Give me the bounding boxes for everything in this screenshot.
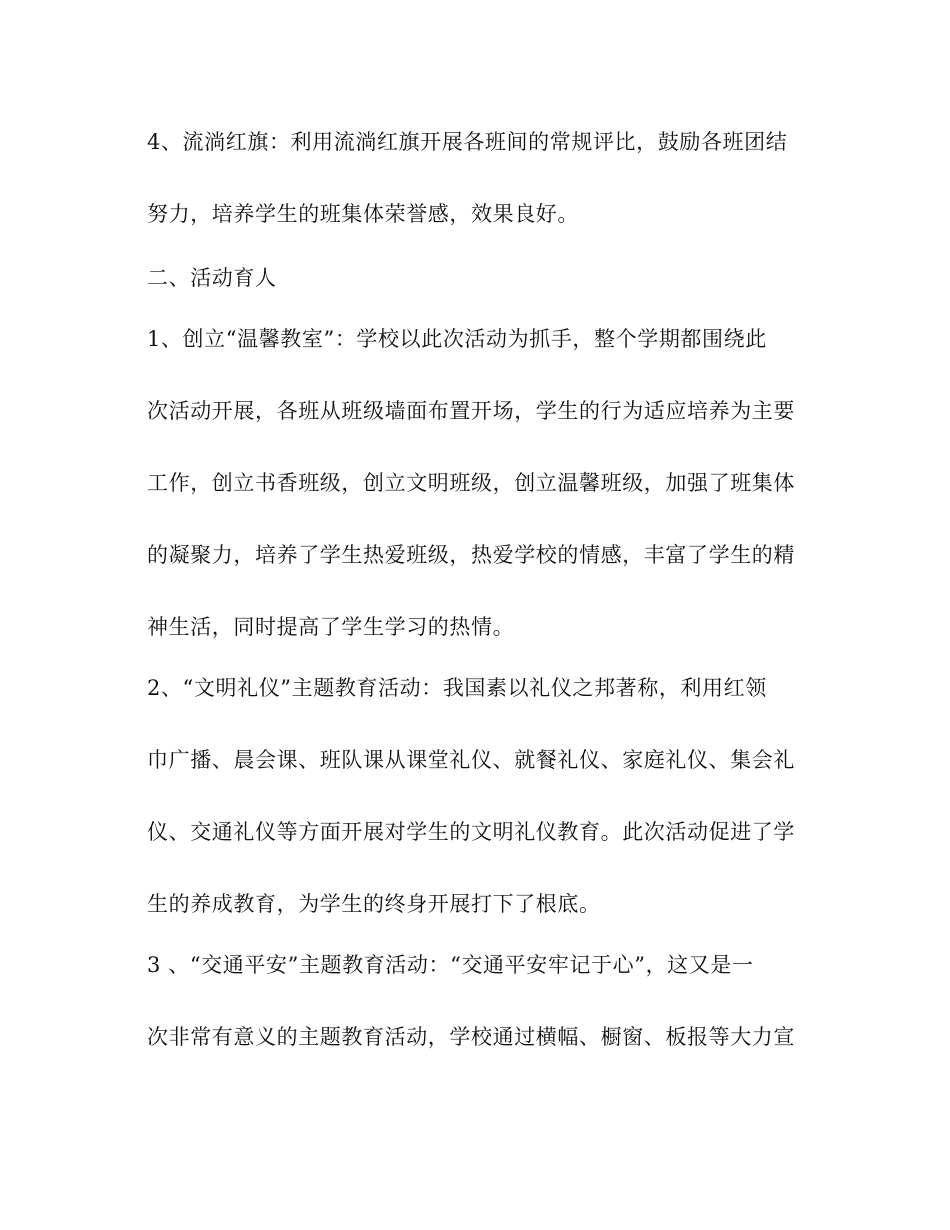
text-line-1: 4、流淌红旗：利用流淌红旗开展各班间的常规评比，鼓励各班团结	[147, 130, 788, 154]
text-line-7: 的凝聚力，培养了学生热爱班级，热爱学校的情感，丰富了学生的精	[147, 543, 795, 567]
text-line-10: 巾广播、晨会课、班队课从课堂礼仪、就餐礼仪、家庭礼仪、集会礼	[147, 748, 795, 772]
text-line-14: 次非常有意义的主题教育活动，学校通过横幅、橱窗、板报等大力宣	[147, 1025, 795, 1049]
text-line-2: 努力，培养学生的班集体荣誉感，效果良好。	[147, 202, 579, 226]
section-heading: 二、活动育人	[147, 266, 277, 290]
text-line-13: 3 、“交通平安”主题教育活动：“交通平安牢记于心”，这又是一	[147, 953, 754, 977]
text-line-12: 生的养成教育，为学生的终身开展打下了根底。	[147, 892, 601, 916]
text-line-11: 仪、交通礼仪等方面开展对学生的文明礼仪教育。此次活动促进了学	[147, 820, 795, 844]
text-line-8: 神生活，同时提高了学生学习的热情。	[147, 615, 515, 639]
text-line-9: 2、“文明礼仪”主题教育活动：我国素以礼仪之邦著称，利用红领	[147, 676, 767, 700]
text-line-6: 工作，创立书香班级，创立文明班级，创立温馨班级，加强了班集体	[147, 471, 795, 495]
text-line-5: 次活动开展，各班从班级墙面布置开场，学生的行为适应培养为主要	[147, 399, 795, 423]
text-line-4: 1、创立“温馨教室”：学校以此次活动为抓手，整个学期都围绕此	[147, 327, 767, 351]
